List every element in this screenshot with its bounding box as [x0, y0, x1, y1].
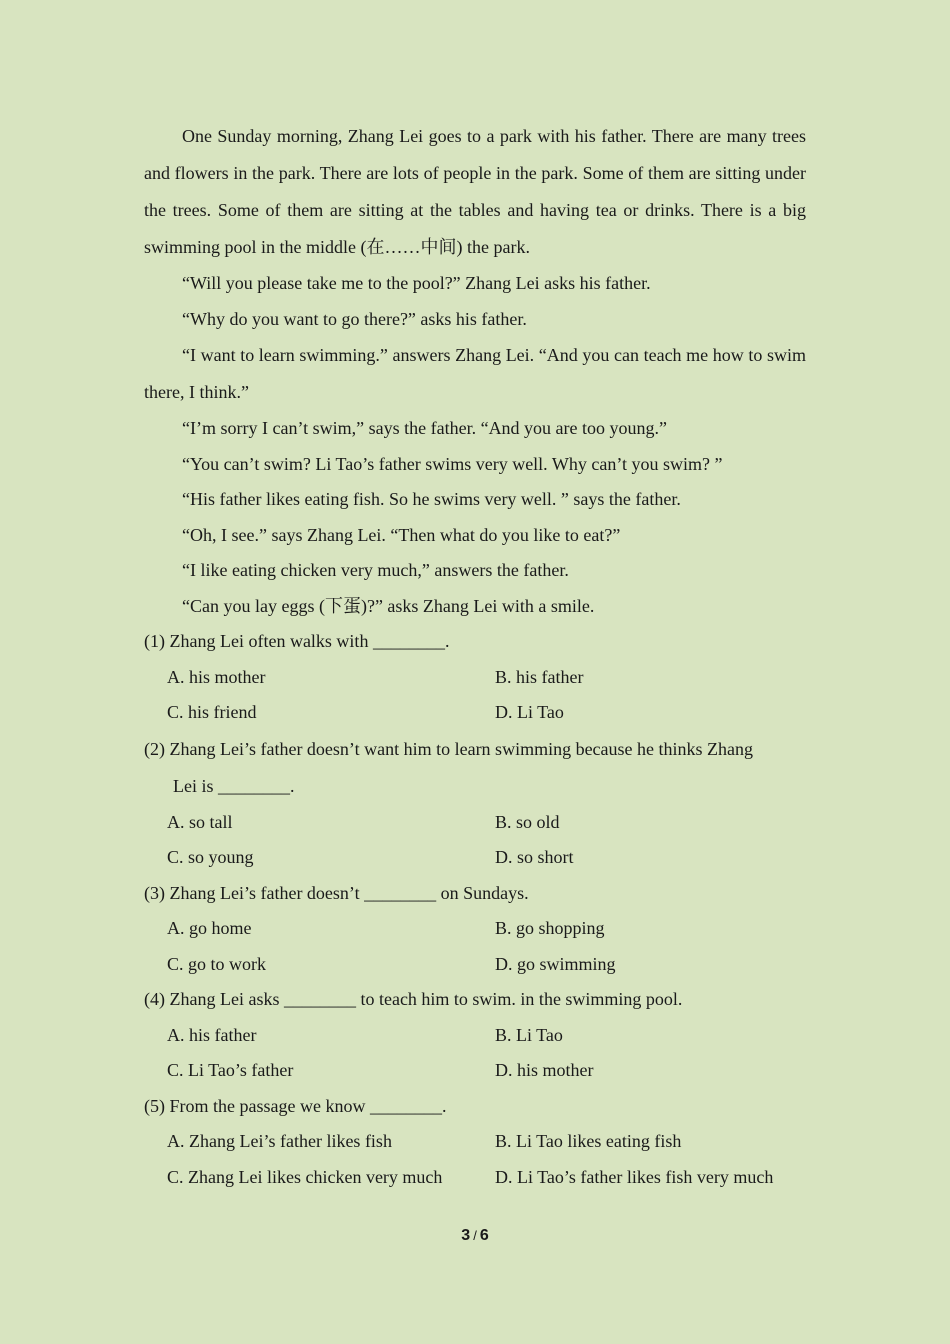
option-a: A. so tall: [167, 811, 233, 832]
question-3: [144, 876, 806, 983]
question-options: [144, 660, 806, 731]
passage-paragraph: “Why do you want to go there?” asks his father.: [182, 308, 527, 329]
page-separator: /: [473, 1228, 477, 1243]
option-a: A. go home: [167, 918, 252, 938]
passage-paragraph: “I like eating chicken very much,” answers the father.: [182, 560, 569, 580]
question-stem: (5) From the passage we know ________.: [144, 1095, 447, 1116]
passage-paragraph: “Can you lay eggs (下蛋)?” asks Zhang Lei with a smile.: [182, 595, 595, 616]
option-b: B. his father: [495, 666, 584, 687]
option-b: B. go shopping: [495, 918, 605, 938]
passage-paragraph: “Will you please take me to the pool?” Zhang Lei asks his father.: [182, 273, 651, 293]
passage-paragraph: “I’m sorry I can’t swim,” says the father. “And you are too young.”: [182, 418, 668, 438]
question-4: [144, 982, 806, 1089]
question-options: [144, 1124, 806, 1195]
option-b: B. so old: [495, 811, 560, 832]
question-stem: (4) Zhang Lei asks ________ to teach him to swim. in the swimming pool.: [144, 989, 683, 1009]
question-stem: [144, 731, 806, 805]
option-a: A. Zhang Lei’s father likes fish: [167, 1131, 392, 1151]
question-stem: (3) Zhang Lei’s father doesn’t ________ on Sundays.: [144, 882, 529, 903]
option-c: C. Zhang Lei likes chicken very much: [167, 1166, 443, 1187]
total-pages: 6: [479, 1227, 489, 1244]
question-stem: (1) Zhang Lei often walks with ________.: [144, 631, 450, 651]
question-1: [144, 624, 806, 731]
current-page: 3: [461, 1227, 471, 1244]
option-c: C. his friend: [167, 702, 257, 722]
question-options: [144, 805, 806, 876]
document-page: [144, 118, 806, 1195]
question-2: [144, 731, 806, 876]
passage-paragraph: One Sunday morning, Zhang Lei goes to a park with his father. There are many trees and flowers in the park. There are lots of people in the park. Some of them are sitting under the trees. Some of them are sitting at the tables and having tea or drinks. There is a big swimming pool in the middle (在……中间) the park.: [144, 126, 806, 257]
option-c: C. Li Tao’s father: [167, 1060, 294, 1080]
option-d: D. Li Tao: [495, 702, 564, 722]
option-d: D. so short: [495, 847, 574, 867]
option-d: D. his mother: [495, 1060, 594, 1080]
option-b: B. Li Tao: [495, 1024, 563, 1045]
option-d: D. Li Tao’s father likes fish very much: [495, 1166, 774, 1187]
passage-paragraph: “His father likes eating fish. So he swims very well. ” says the father.: [182, 489, 681, 509]
passage-paragraph: “You can’t swim? Li Tao’s father swims very well. Why can’t you swim? ”: [182, 453, 723, 474]
option-a: A. his mother: [167, 666, 266, 687]
question-stem-line: Lei is ________.: [173, 775, 295, 796]
option-c: C. go to work: [167, 953, 266, 974]
option-b: B. Li Tao likes eating fish: [495, 1131, 682, 1151]
page-number: [0, 1227, 950, 1245]
question-options: [144, 1018, 806, 1089]
question-5: [144, 1089, 806, 1196]
passage-paragraph: “I want to learn swimming.” answers Zhang Lei. “And you can teach me how to swim there, I think.”: [144, 345, 806, 402]
passage-paragraph: “Oh, I see.” says Zhang Lei. “Then what do you like to eat?”: [182, 524, 621, 545]
question-stem-line: (2) Zhang Lei’s father doesn’t want him to learn swimming because he thinks Zhang: [144, 738, 754, 759]
option-c: C. so young: [167, 847, 254, 867]
question-options: [144, 911, 806, 982]
option-a: A. his father: [167, 1024, 257, 1045]
option-d: D. go swimming: [495, 953, 616, 974]
